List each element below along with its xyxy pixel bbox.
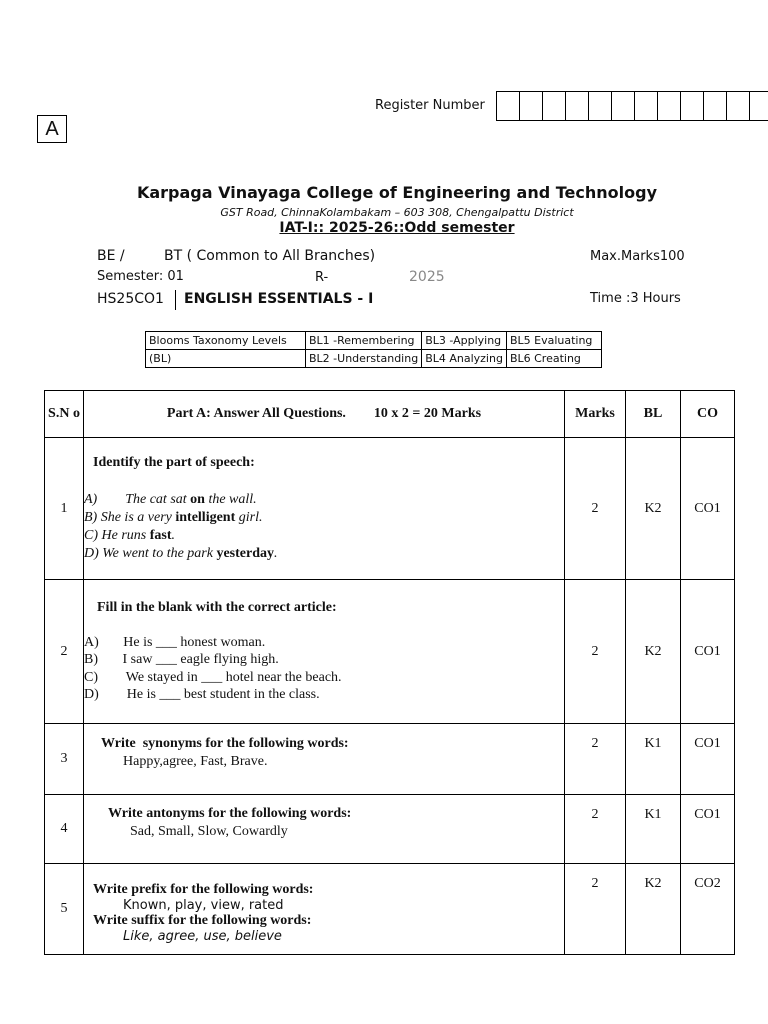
question-bl: K2 [626,580,681,724]
exam-duration: Time :3 Hours [590,291,681,306]
question-co: CO1 [681,795,735,864]
question-marks: 2 [565,724,626,795]
option-text: A) The cat sat [84,491,191,507]
question-number: 4 [45,795,84,864]
question-text [84,580,565,724]
question-bl: K2 [626,864,681,955]
table-header-row [45,391,735,438]
bl-header: BL [626,391,681,438]
question-heading: Write synonyms for the following words: [101,736,349,751]
option-line: D) He is ___ best student in the class. [84,687,320,702]
register-number-boxes [497,91,768,121]
question-marks: 2 [565,580,626,724]
blooms-label: (BL) [146,350,306,368]
option-line: C) We stayed in ___ hotel near the beach. [84,669,342,685]
question-body: Known, play, view, rated [123,898,284,913]
question-body: Sad, Small, Slow, Cowardly [130,824,288,839]
option-keyword: on [190,491,205,507]
option-line [84,527,564,545]
option-keyword: fast [149,527,172,543]
blooms-level: BL4 Analyzing [422,350,507,368]
register-digit-box [611,91,635,121]
course-name: ENGLISH ESSENTIALS - I [184,291,374,307]
question-co: CO1 [681,438,735,580]
blooms-level: BL2 -Understanding [306,350,422,368]
question-bl: K2 [626,438,681,580]
max-marks: Max.Marks100 [590,249,685,264]
question-co: CO1 [681,724,735,795]
option-line: A) He is ___ honest woman. [84,634,266,650]
sno-header: S.N o [45,391,84,438]
blooms-taxonomy-table [145,331,602,368]
option-line [84,545,564,563]
question-text [84,864,565,955]
programme-be: BE / [97,248,125,264]
option-text: C) He runs [84,527,150,543]
register-digit-box [657,91,681,121]
option-text: . [274,545,278,561]
register-digit-box [542,91,566,121]
course-code: HS25CO1 [97,291,164,307]
option-keyword: intelligent [175,509,236,525]
college-name: Karpaga Vinayaga College of Engineering and Technology [136,183,658,202]
question-co: CO2 [681,864,735,955]
option-line [84,509,564,527]
question-body: Happy,agree, Fast, Brave. [123,754,268,769]
register-digit-box [565,91,589,121]
register-digit-box [588,91,612,121]
question-body: Like, agree, use, believe [123,929,282,944]
register-digit-box [519,91,543,121]
question-marks: 2 [565,864,626,955]
question-number: 1 [45,438,84,580]
option-text: B) She is a very [84,509,176,525]
register-digit-box [680,91,704,121]
question-number: 5 [45,864,84,955]
option-text: girl. [235,509,263,525]
blooms-level: BL3 -Applying [422,332,507,350]
question-text [84,438,565,580]
marks-header: Marks [565,391,626,438]
programme-bt: BT ( Common to All Branches) [164,248,376,264]
question-heading: Write antonyms for the following words: [108,806,352,821]
option-text: D) We went to the park [84,545,217,561]
option-line: B) I saw ___ eagle flying high. [84,652,279,667]
question-bl: K1 [626,795,681,864]
register-number-label: Register Number [375,98,485,113]
question-heading: Fill in the blank with the correct article: [97,599,337,615]
question-text [84,724,565,795]
table-row [45,724,735,795]
table-row [45,795,735,864]
college-address: GST Road, ChinnaKolambakam – 603 308, Chengalpattu District [220,206,574,219]
question-number: 3 [45,724,84,795]
table-row [45,438,735,580]
question-number: 2 [45,580,84,724]
divider [175,290,176,310]
question-heading: Identify the part of speech: [93,454,255,470]
register-digit-box [496,91,520,121]
question-co: CO1 [681,580,735,724]
option-line [84,491,564,509]
question-heading: Write suffix for the following words: [93,913,312,928]
question-set-label: A [37,115,67,143]
exam-title: IAT-I:: 2025-26::Odd semester [279,220,515,236]
table-row [45,864,735,955]
question-bl: K1 [626,724,681,795]
table-row [45,580,735,724]
option-keyword: yesterday [216,545,275,561]
regulation-year: 2025 [409,269,445,285]
blooms-level: BL5 Evaluating [506,332,601,350]
question-heading: Write prefix for the following words: [93,882,314,897]
co-header: CO [681,391,735,438]
register-digit-box [634,91,658,121]
blooms-level: BL6 Creating [506,350,601,368]
question-text [84,795,565,864]
question-marks: 2 [565,438,626,580]
question-marks: 2 [565,795,626,864]
blooms-label: Blooms Taxonomy Levels [146,332,306,350]
register-digit-box [726,91,750,121]
option-text: . [171,527,176,543]
blooms-level: BL1 -Remembering [306,332,422,350]
regulation-label: R- [315,270,329,285]
register-digit-box [749,91,768,121]
register-digit-box [703,91,727,121]
semester: Semester: 01 [97,269,184,284]
option-text: the wall. [204,491,257,507]
questions-table [44,390,735,955]
part-a-header: Part A: Answer All Questions. 10 x 2 = 20 Marks [84,391,565,438]
